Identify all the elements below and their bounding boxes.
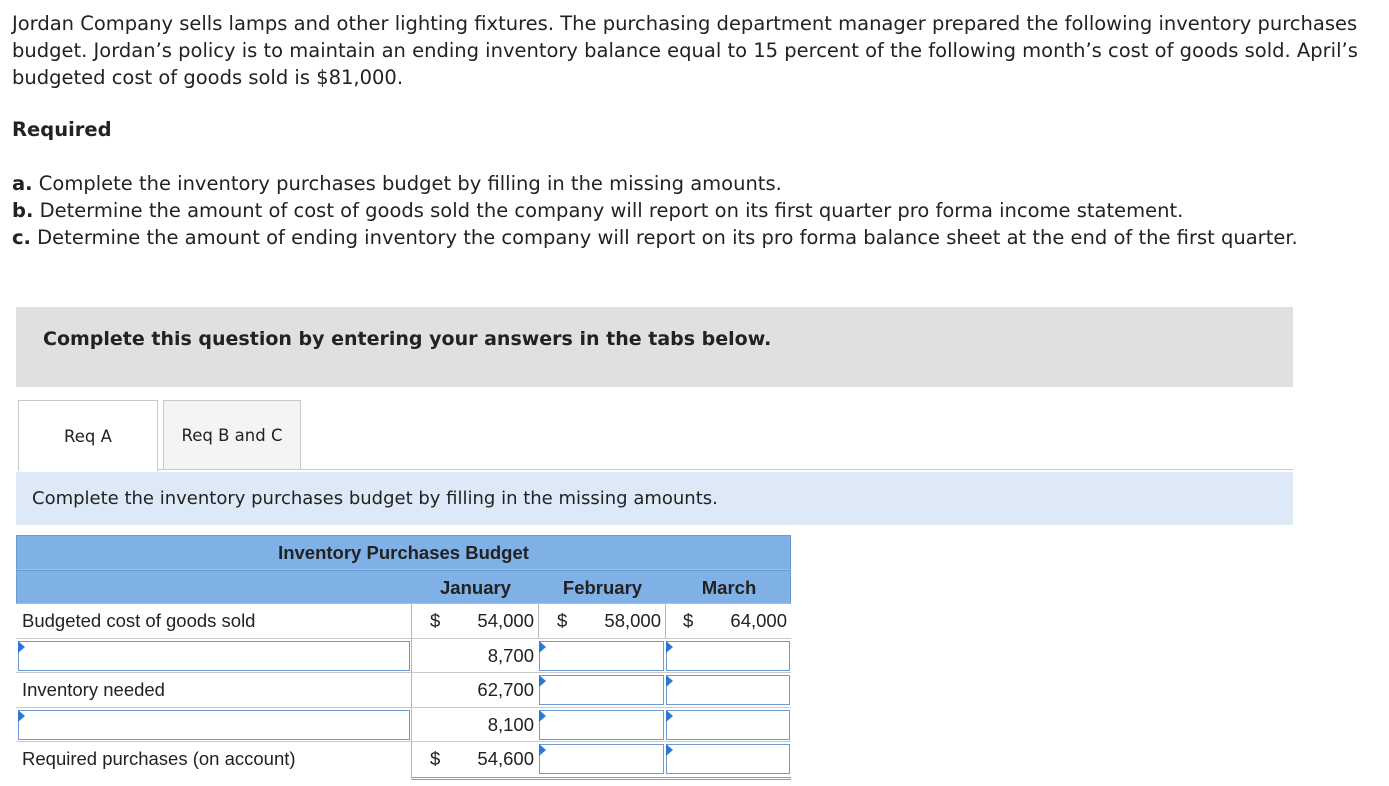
required-heading: Required	[12, 118, 112, 141]
row-4-label-input[interactable]	[18, 710, 410, 740]
tab-req-a[interactable]	[18, 400, 158, 471]
row-2-february-input[interactable]	[539, 641, 664, 671]
row-4-february-input[interactable]	[539, 710, 664, 740]
required-purchases-january-value: 54,600	[477, 748, 534, 769]
requirements-list	[12, 170, 1298, 251]
dollar-sign: $	[430, 748, 441, 769]
row-2-march-input[interactable]	[666, 641, 790, 671]
cogs-january-value: 54,000	[477, 610, 534, 631]
column-header-march: March	[701, 576, 757, 598]
budget-row-4	[16, 708, 791, 743]
problem-intro: Jordan Company sells lamps and other lighting fixtures. The purchasing department manager prepared the following inventory purchases budget. Jordan’s policy is to maintain an ending inventory balance equal to 15 percent of the following month’s cost of goods sold. April’s budgeted cost of goods sold is $81,000.	[12, 12, 1358, 89]
inventory-needed-march-input[interactable]	[666, 675, 790, 705]
requirement-c-text: Determine the amount of ending inventory the company will report on its pro forma balance sheet at the end of the first quarter.	[37, 226, 1298, 249]
budget-row-2	[16, 639, 791, 674]
row-label-required-purchases: Required purchases (on account)	[22, 748, 296, 769]
requirement-b-letter: b.	[12, 199, 34, 222]
row-4-march-input[interactable]	[666, 710, 790, 740]
double-underline	[411, 777, 791, 780]
row-label-inventory-needed: Inventory needed	[22, 679, 165, 700]
requirement-a-text: Complete the inventory purchases budget by filling in the missing amounts.	[38, 172, 782, 195]
budget-column-header-row	[16, 570, 791, 605]
budget-title-row	[16, 535, 791, 570]
sub-instruction-text: Complete the inventory purchases budget by filling in the missing amounts.	[32, 488, 718, 509]
dollar-sign: $	[683, 610, 694, 631]
requirement-c-letter: c.	[12, 226, 31, 249]
row-2-january-value: 8,700	[487, 644, 534, 666]
dollar-sign: $	[430, 610, 441, 631]
budget-row-inventory-needed	[16, 673, 791, 708]
sub-instruction-banner	[16, 472, 1293, 525]
cogs-march-value: 64,000	[730, 610, 787, 631]
requirement-c	[12, 224, 1298, 251]
requirement-b-text: Determine the amount of cost of goods sold the company will report on its first quarter pro forma income statement.	[39, 199, 1184, 222]
dollar-sign: $	[557, 610, 568, 631]
required-purchases-february-input[interactable]	[539, 744, 664, 774]
tab-req-b-and-c-label: Req B and C	[181, 425, 283, 445]
inventory-purchases-budget	[16, 535, 791, 777]
tab-divider	[158, 469, 1293, 470]
requirement-a	[12, 170, 1298, 197]
requirement-a-letter: a.	[12, 172, 33, 195]
inventory-needed-february-input[interactable]	[539, 675, 664, 705]
inventory-needed-january-value: 62,700	[477, 679, 534, 700]
column-header-january: January	[440, 576, 511, 598]
column-header-february: February	[562, 576, 643, 598]
required-purchases-march-input[interactable]	[666, 744, 790, 774]
instruction-banner	[16, 307, 1293, 387]
tab-req-a-label: Req A	[64, 426, 112, 446]
row-label-cogs: Budgeted cost of goods sold	[22, 610, 256, 631]
instruction-text: Complete this question by entering your answers in the tabs below.	[43, 328, 772, 350]
tab-req-b-and-c[interactable]	[163, 400, 301, 470]
budget-row-required-purchases	[16, 742, 791, 777]
budget-row-cogs	[16, 604, 791, 639]
row-4-january-value: 8,100	[487, 713, 534, 735]
requirement-b	[12, 197, 1298, 224]
cogs-february-value: 58,000	[604, 610, 661, 631]
budget-title: Inventory Purchases Budget	[278, 542, 529, 563]
row-2-label-input[interactable]	[18, 641, 410, 671]
